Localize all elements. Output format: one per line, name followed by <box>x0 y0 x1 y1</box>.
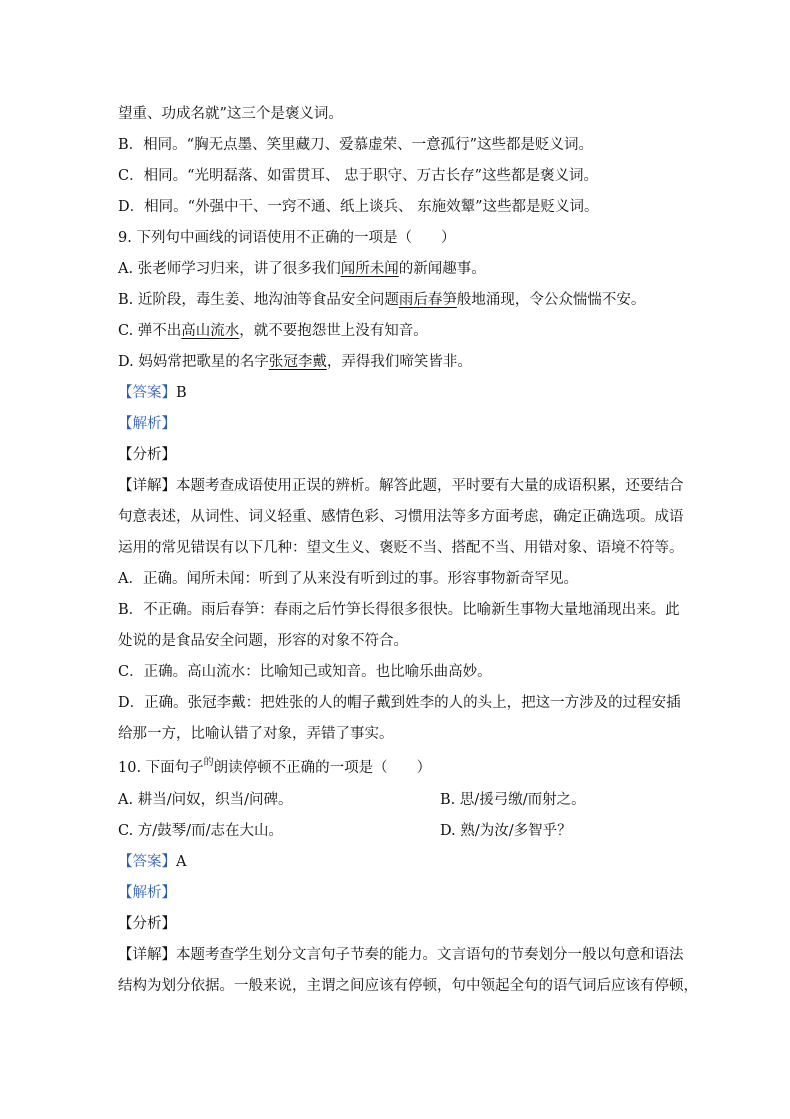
option-text: ，就不要抱怨世上没有知音。 <box>239 323 428 339</box>
answer-tag: 【答案】 <box>118 854 176 870</box>
text-line: D．相同。“外强中干、一窍不通、纸上谈兵、 东施效颦”这些都是贬义词。 <box>118 199 599 215</box>
q9-explanation-b: B．不正确。雨后春笋：春雨之后竹笋长得很多很快。比喻新生事物大量地涌现出来。此 <box>118 602 680 618</box>
q9-detail-line: 运用的常见错误有以下几种：望文生义、褒贬不当、搭配不当、用错对象、语境不符等。 <box>118 540 684 556</box>
q9-option-a <box>118 259 693 279</box>
underlined-idiom: 闻所未闻 <box>340 261 399 277</box>
answer-value: B <box>176 385 187 401</box>
text-line: 望重、功成名就”这三个是褒义词。 <box>118 106 343 122</box>
detail-text: 本题考查学生划分文言句子节奏的能力。文言语句的节奏划分一般以句意和语法 <box>176 947 684 963</box>
analysis-tag: 【解析】 <box>118 885 176 901</box>
q9-explanation-c: C．正确。高山流水：比喻知己或知音。也比喻乐曲高妙。 <box>118 664 492 680</box>
q9-option-d <box>118 352 693 372</box>
q9-explanation-d: D．正确。张冠李戴：把姓张的人的帽子戴到姓李的人的头上，把这一方涉及的过程安插 <box>118 695 681 711</box>
stray-superscript: 的 <box>203 757 214 768</box>
text-line: C．相同。“光明磊落、如雷贯耳、 忠于职守、万古长存”这些都是褒义词。 <box>118 168 599 184</box>
q9-explanation-d-cont: 给那一方，比喻认错了对象，弄错了事实。 <box>118 726 394 742</box>
detail-text: 本题考查成语使用正误的辨析。解答此题，平时要有大量的成语积累，还要结合 <box>176 478 684 494</box>
q9-detail-line: 句意表述，从词性、词义轻重、感情色彩、习惯用法等多方面考虑，确定正确选项。成语 <box>118 509 684 525</box>
detail-tag: 【详解】 <box>118 947 176 963</box>
q10-options-row <box>118 821 693 841</box>
fenxi-tag: 【分析】 <box>118 916 176 932</box>
option-text: B. 近阶段，毒生姜、地沟油等食品安全问题 <box>118 292 399 308</box>
option-text: D. 妈妈常把歌星的名字 <box>118 354 269 370</box>
q10-option-a: A. 耕当/问奴，织当/问碑。 <box>118 792 293 808</box>
q9-detail-line <box>118 476 693 496</box>
answer-tag: 【答案】 <box>118 385 176 401</box>
underlined-idiom: 雨后春笋 <box>398 292 457 308</box>
option-text: C. 弹不出 <box>118 323 182 339</box>
q9-explanation-a: A．正确。闻所未闻：听到了从来没有听到过的事。形容事物新奇罕见。 <box>118 571 578 587</box>
question-10-stem <box>118 758 693 780</box>
underlined-idiom: 张冠李戴 <box>268 354 327 370</box>
option-text: 的新闻趣事。 <box>398 261 486 277</box>
stem-text: 朗读停顿不正确的一项是（ ） <box>213 760 432 776</box>
option-text: A. 张老师学习归来，讲了很多我们 <box>118 261 341 277</box>
q10-options-row <box>118 790 693 810</box>
detail-tag: 【详解】 <box>118 478 176 494</box>
stem-text: 10. 下面句子 <box>118 760 204 776</box>
answer-value: A <box>176 854 187 870</box>
q10-answer <box>118 852 693 872</box>
q9-option-b <box>118 290 693 310</box>
q10-option-c: C. 方/鼓琴/而/志在大山。 <box>118 823 283 839</box>
q9-answer <box>118 383 693 403</box>
option-text: ，弄得我们啼笑皆非。 <box>326 354 472 370</box>
underlined-idiom: 高山流水 <box>181 323 240 339</box>
question-9-stem: 9. 下列句中画线的词语使用不正确的一项是（ ） <box>118 230 456 246</box>
text-line: B．相同。“胸无点墨、笑里藏刀、爱慕虚荣、一意孤行”这些都是贬义词。 <box>118 137 593 153</box>
q9-explanation-b-cont: 处说的是食品安全问题，形容的对象不符合。 <box>118 633 408 649</box>
q10-detail-line <box>118 945 693 965</box>
option-text: 般地涌现，令公众惴惴不安。 <box>456 292 646 308</box>
fenxi-tag: 【分析】 <box>118 447 176 463</box>
q9-option-c <box>118 321 693 341</box>
q10-detail-line: 结构为划分依据。一般来说，主谓之间应该有停顿，句中领起全句的语气词后应该有停顿， <box>118 978 698 994</box>
q10-option-d: D. 熟/为汝/多智乎？ <box>440 823 572 839</box>
analysis-tag: 【解析】 <box>118 416 176 432</box>
q10-option-b: B. 思/援弓缴/而射之。 <box>440 792 586 808</box>
